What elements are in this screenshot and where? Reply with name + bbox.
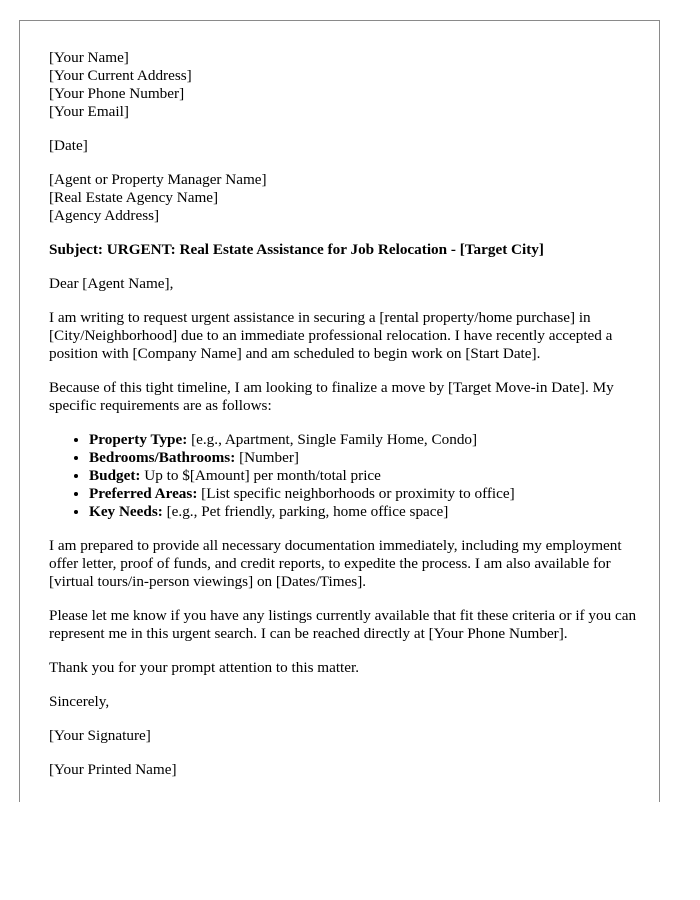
list-item [89,431,639,449]
body-paragraph-timeline: Because of this tight timeline, I am looking to finalize a move by [Target Move-in Date]. My specific requirements are as follows: [49,379,614,414]
list-item [89,467,639,485]
requirement-value: [e.g., Pet friendly, parking, home office space] [162,503,449,520]
greeting: Dear [Agent Name], [49,275,174,292]
requirements-list [49,431,639,521]
requirement-label: Budget: [89,467,141,484]
sender-address: [Your Current Address] [49,67,192,84]
recipient-name: [Agent or Property Manager Name] [49,171,267,188]
recipient-agency: [Real Estate Agency Name] [49,189,219,206]
sender-block [49,49,639,121]
sender-name: [Your Name] [49,49,129,66]
sender-phone: [Your Phone Number] [49,85,185,102]
letter-date: [Date] [49,137,88,154]
requirement-value: [Number] [235,449,299,466]
sender-email: [Your Email] [49,103,129,120]
letter-page [19,20,660,802]
recipient-address: [Agency Address] [49,207,160,224]
requirement-value: [List specific neighborhoods or proximity to office] [197,485,515,502]
requirement-label: Bedrooms/Bathrooms: [89,449,236,466]
list-item [89,503,639,521]
subject-line: Subject: URGENT: Real Estate Assistance for Job Relocation - [Target City] [49,241,544,258]
requirement-value: Up to $[Amount] per month/total price [140,467,381,484]
body-paragraph-request: Please let me know if you have any listings currently available that fit these criteria or if you can represent me in this urgent search. I can be reached directly at [Your Phone Number]. [49,607,637,642]
printed-name: [Your Printed Name] [49,761,177,778]
list-item [89,449,639,467]
signature: [Your Signature] [49,727,151,744]
requirement-label: Key Needs: [89,503,163,520]
recipient-block [49,171,639,225]
closing: Sincerely, [49,693,110,710]
body-paragraph-thanks: Thank you for your prompt attention to this matter. [49,659,360,676]
requirement-value: [e.g., Apartment, Single Family Home, Condo] [187,431,478,448]
body-paragraph-documentation: I am prepared to provide all necessary documentation immediately, including my employment offer letter, proof of funds, and credit reports, to expedite the process. I am also available for [virtual tours/in-person viewings] on [Dates/Times]. [49,537,622,590]
letter-content [49,49,639,795]
list-item [89,485,639,503]
requirement-label: Preferred Areas: [89,485,198,502]
body-paragraph-intro: I am writing to request urgent assistance in securing a [rental property/home purchase] in [City/Neighborhood] due to an immediate professional relocation. I have recently accepted a position with [Company Name] and am scheduled to begin work on [Start Date]. [49,309,613,362]
requirement-label: Property Type: [89,431,188,448]
